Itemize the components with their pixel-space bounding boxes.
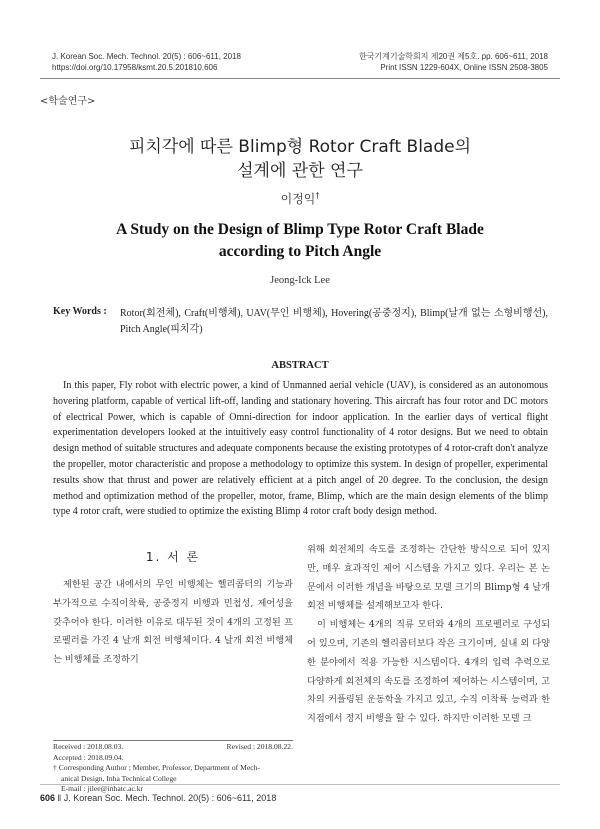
journal-citation: J. Korean Soc. Mech. Technol. 20(5) : 606~611, 2018 [52, 52, 241, 61]
footnote [53, 742, 293, 795]
revised-date: Revised : 2018.08.22. [226, 742, 293, 751]
footer-separator: ‖ [57, 793, 64, 803]
issn-info: Print ISSN 1229-604X, Online ISSN 2508-3805 [380, 63, 548, 72]
keywords-text: Rotor(회전체), Craft(비행체), UAV(무인 비행체), Hovering(공중정지), Blimp(날개 없는 소형비행선), Pitch Angle(피치각) [120, 308, 548, 335]
keywords-label: Key Words : [53, 306, 107, 317]
paragraph: 이 비행체는 4개의 직류 모터와 4개의 프로펠러로 구성되어 있으며, 기존의 헬리콥터보다 작은 크기이며, 실내 외 다양한 분야에서 적용 가능한 시스템이다. 4개의 입력 추력으로 다양하게 회전체의 속도를 조정하여 제어하는 시스템이며, 고차의 커플링된 운동학을 가지고 있고, 수직 이착륙 능력과 한 지점에서 정지 비행을 할 수 있다. 하지만 이러한 모델 크 [307, 619, 550, 725]
author-korean-name: 이정익 [280, 192, 316, 206]
running-header-right [359, 51, 548, 73]
accepted-date: Accepted : 2018.09.04. [53, 752, 124, 762]
corresponding-author: † Corresponding Author ; Member, Professor, Department of Mech- [53, 763, 260, 772]
title-english-line2: according to Pitch Angle [218, 243, 382, 260]
footer-citation: J. Korean Soc. Mech. Technol. 20(5) : 606~611, 2018 [63, 793, 277, 803]
corresponding-mark: † [315, 191, 320, 200]
paragraph: 위해 회전체의 속도를 조정하는 간단한 방식으로 되어 있지만, 매우 효과적인 제어 시스템을 가지고 있다. 우리는 본 논문에서 이러한 개념을 바탕으로 모델 크기의 Blimp형 4 날개 회전 비행체를 설계해보고자 한다. [307, 544, 550, 612]
footnote-divider [53, 740, 293, 741]
email[interactable]: E-mail : jilee@inhatc.ac.kr [61, 784, 144, 793]
section-tag: <학술연구> [40, 96, 96, 107]
corresponding-affiliation: anical Design, Inha Technical College [61, 773, 177, 783]
page-number: 606 [40, 793, 56, 803]
abstract-body: In this paper, Fly robot with electric power, a kind of Unmanned aerial vehicle (UAV), is considered as an autonomous hovering platform, capable of vertical lift-off, landing and stationary hovering. This aircraft has four rotor and DC motors of electrical Power, which is capable of Omni-direction for indoor application. In the earlier days of vertical flight experimentation developers looked at the intuitively easy control functionality of 4 rotor designs. But we need to obtain design method of suitable structures and adequate components because the existing prototypes of 4 rotor-craft don't analyze the propeller, motor characteristic and propose a methodology to optimize this system. In design of propeller, experimental results show that thrust and power are relatively efficient at a pitch angel of 20 degree. To the conclusion, the design method and optimization method of the propeller, motor, frame, Blimp, which are the main design elements of the blimp type 4 rotor craft, were studied to optimize the existing Blimp 4 rotor craft body design method. [53, 380, 548, 518]
footer-divider [40, 784, 560, 785]
section-title: 1. 서 론 [145, 550, 201, 564]
abstract-heading: ABSTRACT [271, 360, 329, 371]
page-footer [40, 793, 276, 803]
author-english: Jeong-Ick Lee [270, 275, 330, 286]
title-korean-line2: 설계에 관한 연구 [237, 161, 363, 181]
received-date: Received : 2018.08.03. [53, 742, 124, 751]
running-header-left [52, 51, 241, 73]
paragraph: 제한된 공간 내에서의 무인 비행체는 헬리콥터의 기능과 부가적으로 수직이착륙, 공중정지 비행과 민첩성, 제어성을 갖추어야 한다. 이러한 이유로 대두된 것이 4개의 고정된 프로펠러를 가진 4 날개 회전 비행체이다. 4 날개 회전 비행체는 비행체를 조정하기 [53, 579, 293, 666]
doi-link[interactable]: https://doi.org/10.17958/ksmt.20.5.201810.606 [52, 63, 218, 72]
author-korean [0, 190, 600, 207]
journal-citation-korean: 한국기계기술학회지 제20권 제5호. pp. 606~611, 2018 [358, 52, 548, 61]
body-column-right [307, 541, 550, 729]
header-divider [40, 78, 560, 79]
body-column-left [53, 576, 293, 670]
title-korean-line1: 피치각에 따른 Blimp형 Rotor Craft Blade의 [128, 137, 472, 157]
title-english-line1: A Study on the Design of Blimp Type Rotor Craft Blade [116, 221, 484, 238]
